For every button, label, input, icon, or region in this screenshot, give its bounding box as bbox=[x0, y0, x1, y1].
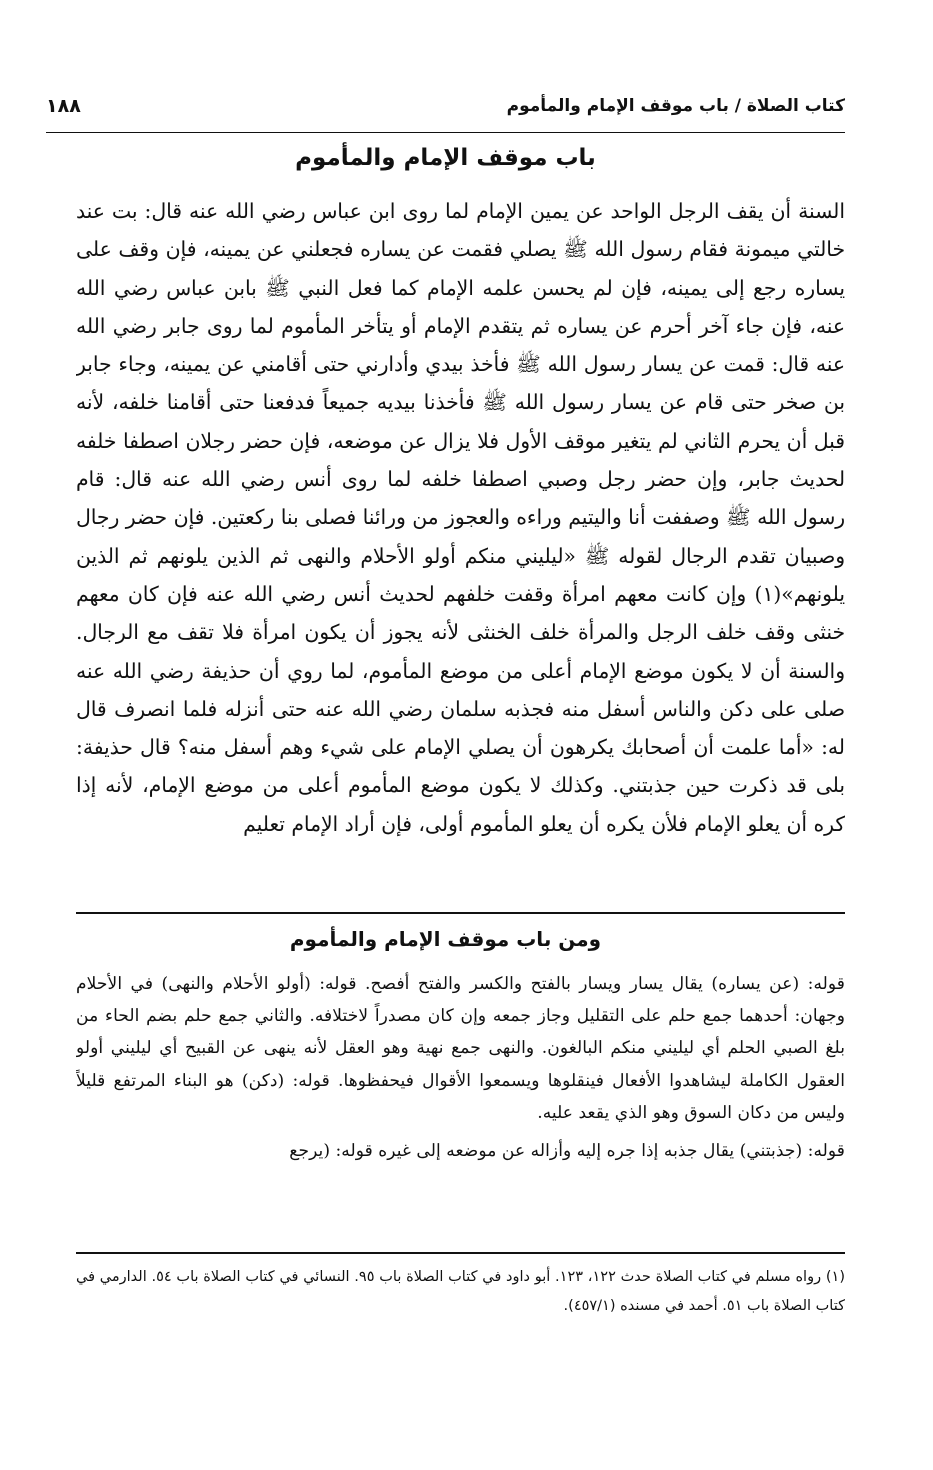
commentary-title: ومن باب موقف الإمام والمأموم bbox=[289, 927, 602, 951]
page-number: ١٨٨ bbox=[46, 95, 81, 117]
commentary-divider bbox=[76, 912, 845, 914]
running-title: كتاب الصلاة / باب موقف الإمام والمأموم bbox=[506, 96, 845, 116]
footnote-1: (١) رواه مسلم في كتاب الصلاة حدث ١٢٢، ١٢٣. أبو داود في كتاب الصلاة باب ٩٥. النسائي في كتاب الصلاة باب ٥٤. الدارمي في كتاب الصلاة باب ٥١. أحمد في مسنده (٤٥٧/١). bbox=[76, 1269, 845, 1314]
footnote-divider bbox=[76, 1252, 845, 1254]
header-divider bbox=[46, 132, 845, 133]
commentary-paragraph-2: قوله: (جذبتني) يقال جذبه إذا جره إليه وأزاله عن موضعه إلى غيره قوله: (يرجع bbox=[289, 1141, 845, 1162]
main-text bbox=[76, 192, 845, 887]
commentary-paragraph-1: قوله: (عن يساره) يقال يسار ويسار بالفتح والكسر والفتح أفصح. قوله: (أولو الأحلام والنهى) في الأحلام وجهان: أحدهما جمع حلم على التقليل وجاز جمعه وإن كان مصدراً لاختلافه. والثاني جمع حلم بضم الحاء من بلغ الصبي الحلم أي ليليني منكم البالغون. والنهى جمع نهية وهو العقل لأنه ينهى عن القبيح أي ليليني أولو العقول الكاملة ليشاهدوا الأفعال فينقلوها ويسمعوا الأقوال فيحفظوها. قوله: (دكن) هو البناء المرتفع قليلاً وليس من دكان السوق وهو الذي يقعد عليه. bbox=[76, 974, 845, 1123]
commentary-text bbox=[76, 968, 845, 1238]
footnote bbox=[76, 1263, 845, 1353]
chapter-title: باب موقف الإمام والمأموم bbox=[295, 145, 596, 171]
running-header bbox=[46, 88, 845, 124]
main-paragraph: السنة أن يقف الرجل الواحد عن يمين الإمام لما روى ابن عباس رضي الله عنه قال: بت عند خالتي ميمونة فقام رسول الله ﷺ يصلي فقمت عن يساره فجعلني عن يمينه، فإن وقف على يساره رجع إلى يمينه، فإن لم يحسن علمه الإمام كما فعل النبي ﷺ بابن عباس رضي الله عنه، فإن جاء آخر أحرم عن يساره ثم يتقدم الإمام أو يتأخر المأموم لما روى جابر رضي الله عنه قال: قمت عن يسار رسول الله ﷺ فأخذ بيدي وأدارني حتى أقامني عن يمينه، وجاء جابر بن صخر حتى قام عن يسار رسول الله ﷺ فأخذنا بيديه جميعاً فدفعنا حتى أقامنا خلفه، لأنه قبل أن يحرم الثاني لم يتغير موقف الأول فلا يزال عن موضعه، فإن حضر رجلان اصطفا خلفه لحديث جابر، وإن حضر رجل وصبي اصطفا خلفه لما روى أنس رضي الله عنه قال: قام رسول الله ﷺ وصففت أنا واليتيم وراءه والعجوز من ورائنا فصلى بنا ركعتين. فإن حضر رجال وصبيان تقدم الرجال لقوله ﷺ «ليليني منكم أولو الأحلام والنهى ثم الذين يلونهم ثم الذين يلونهم»(١) وإن كانت معهم امرأة وقفت خلفهم لحديث أنس رضي الله عنه فإن كان معهم خنثى وقف خلف الرجل والمرأة خلف الخنثى لأنه يجوز أن يكون امرأة فلا تقف مع الرجال. والسنة أن لا يكون موضع الإمام أعلى من موضع المأموم، لما روي أن حذيفة رضي الله عنه صلى على دكن والناس أسفل منه فجذبه سلمان رضي الله عنه حتى أنزله فلما انصرف قال له: «أما علمت أن أصحابك يكرهون أن يصلي الإمام على شيء وهم أسفل منه؟ قال حذيفة: بلى قد ذكرت حين جذبتني. وكذلك لا يكون موضع المأموم أعلى من موضع الإمام، لأنه إذا كره أن يعلو الإمام فلأن يكره أن يعلو المأموم أولى، فإن أراد الإمام تعليم bbox=[76, 199, 845, 836]
